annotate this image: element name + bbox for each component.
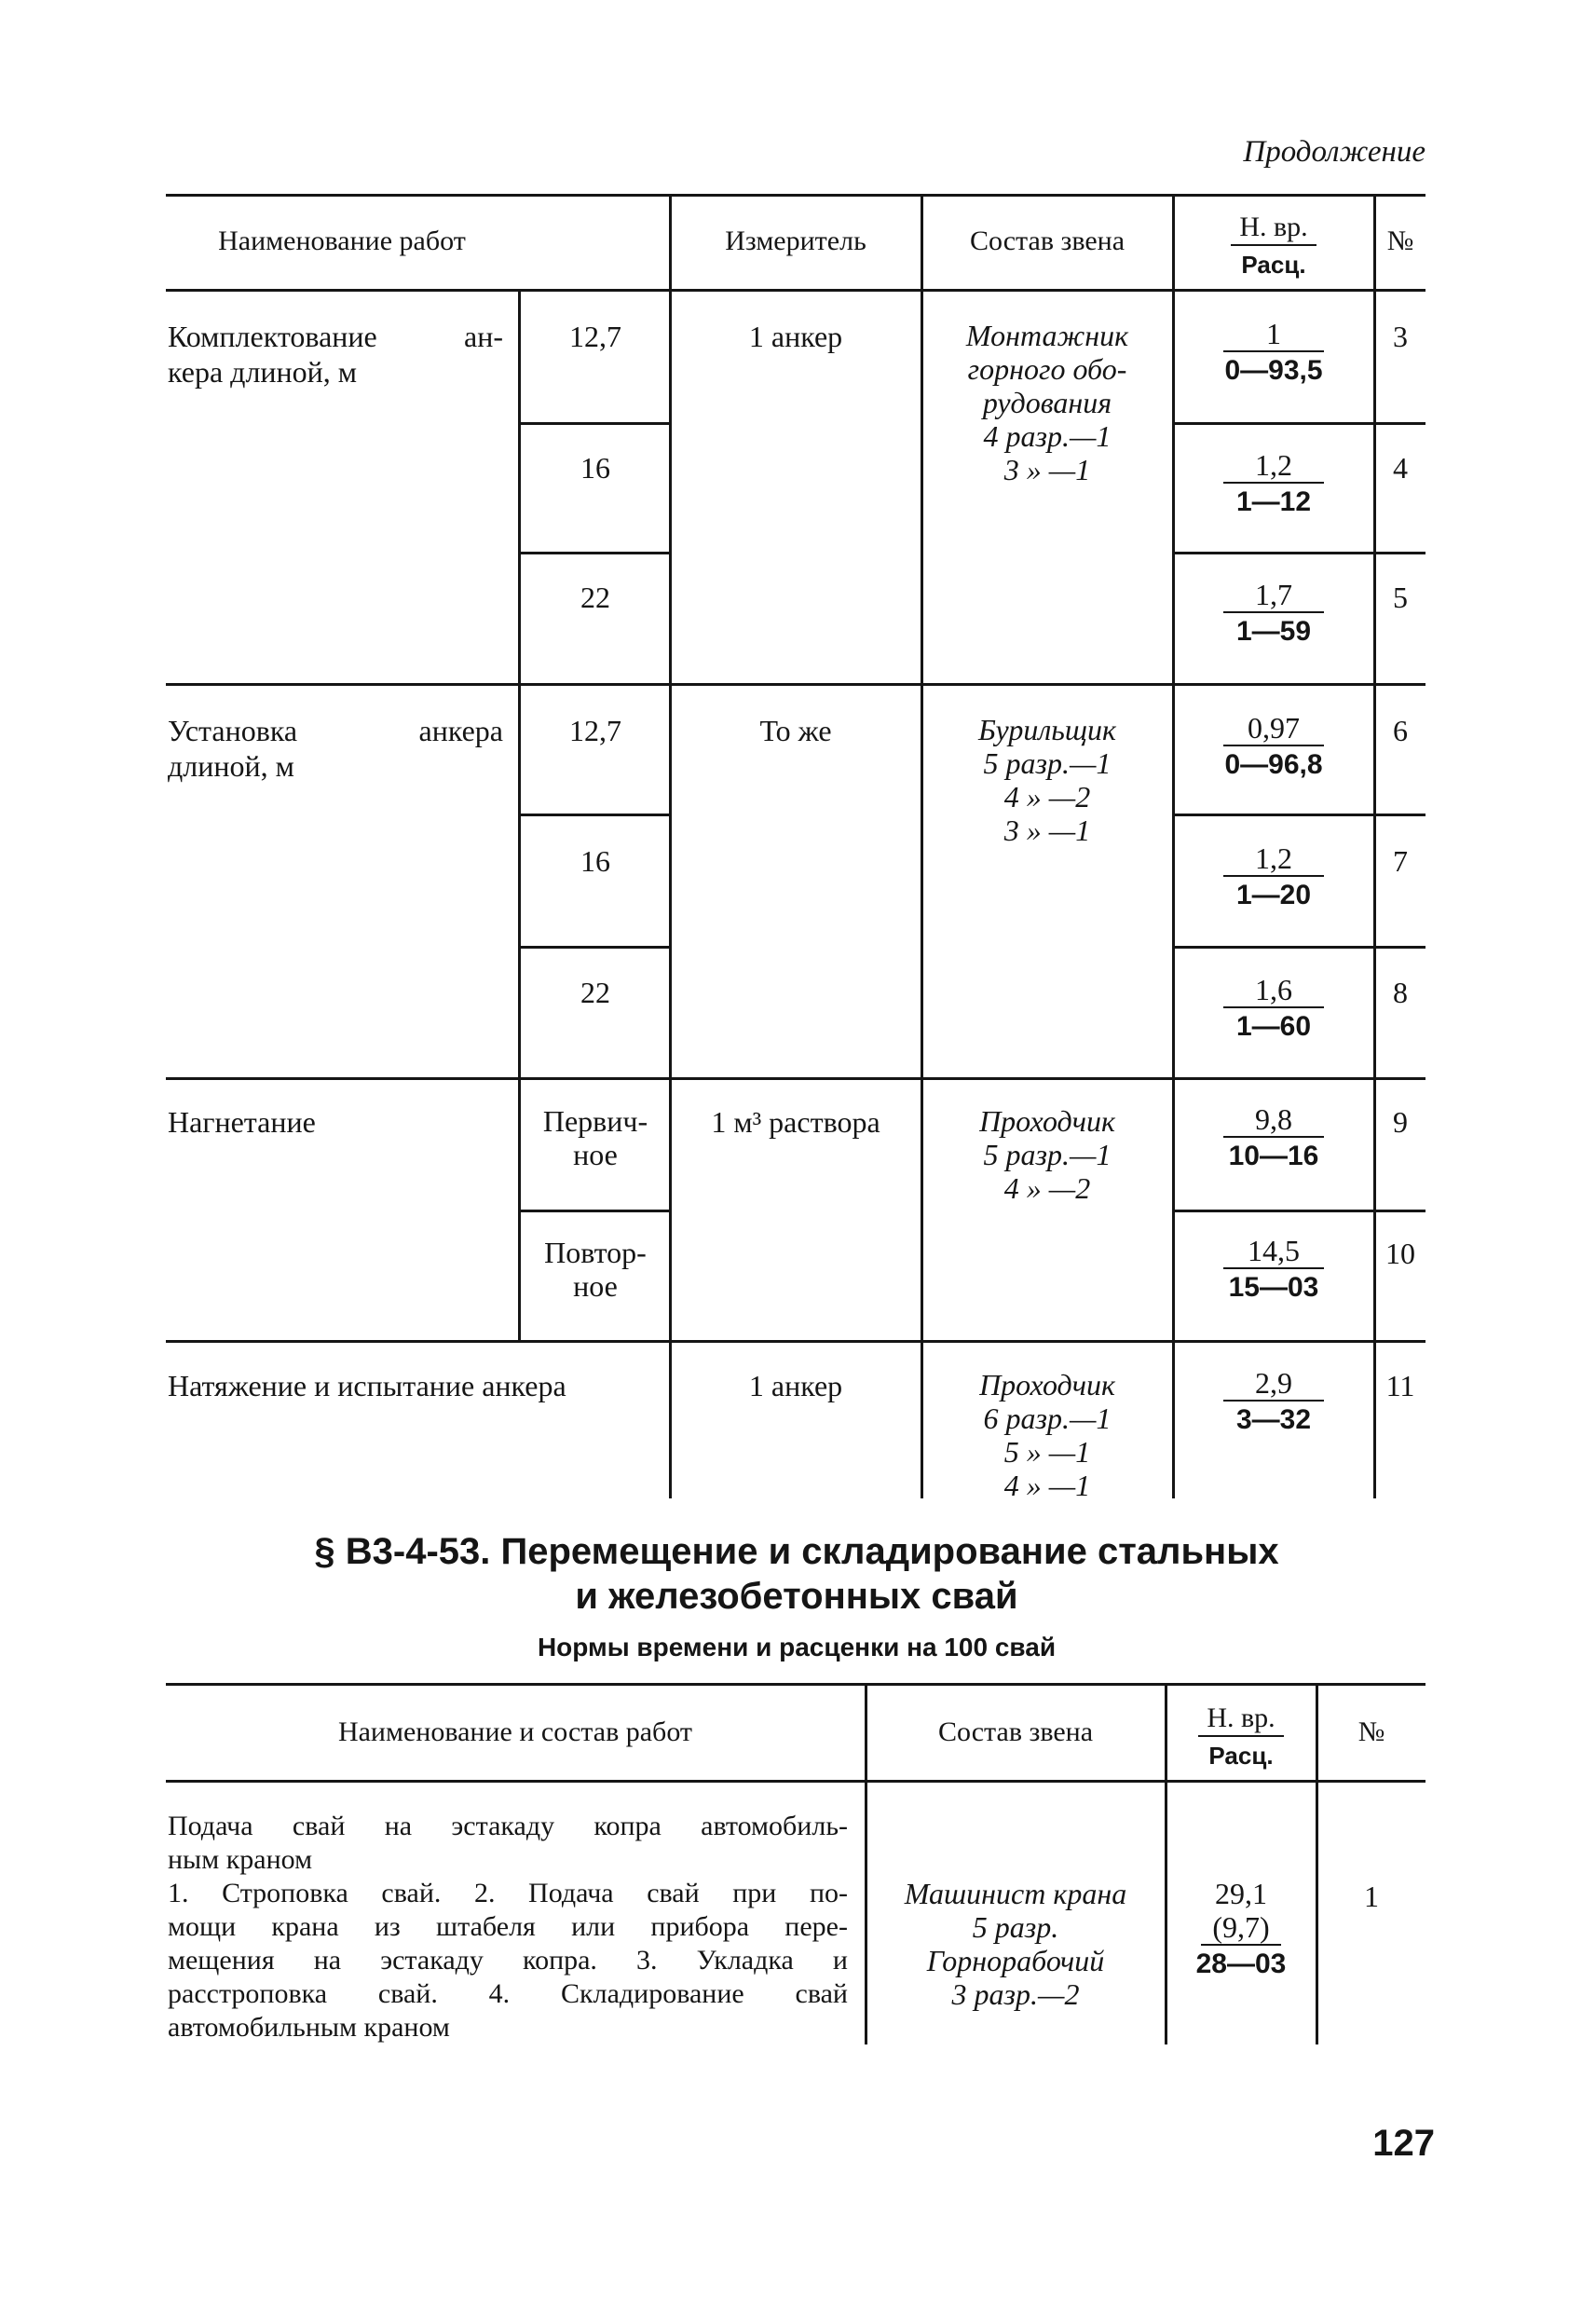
section-title-line1: § В3-4-53. Перемещение и складирование стальных: [314, 1531, 1279, 1572]
crew-cell: Проходчик 5 разр.—1 4 » —2: [979, 1104, 1115, 1205]
row-number: 3: [1393, 320, 1408, 353]
row-number: 1: [1364, 1880, 1379, 1913]
group-name: Натяжение и испытание анкера: [168, 1369, 566, 1402]
group-name: Нагнетание: [168, 1105, 316, 1139]
group-name: Комплектование ан- кера длиной, м: [168, 320, 503, 389]
unit-cell: То же: [759, 714, 832, 747]
row-number: 7: [1393, 844, 1408, 878]
norm-rate-fraction: 1,2 1—12: [1174, 448, 1373, 521]
norm-rate-fraction: 1,7 1—59: [1174, 578, 1373, 650]
header-number: №: [1357, 1716, 1385, 1747]
norm-rate-fraction: 2,9 3—32: [1174, 1366, 1373, 1439]
page-number: 127: [1372, 2123, 1435, 2164]
param-cell: Повтор- ное: [544, 1236, 647, 1303]
row-number: 5: [1393, 581, 1408, 614]
continuation-label: Продолжение: [1243, 135, 1425, 169]
norm-rate-fraction: 9,8 10—16: [1174, 1102, 1373, 1175]
norm-rate-fraction: 1,2 1—20: [1174, 841, 1373, 914]
norm-rate-fraction: 0,97 0—96,8: [1224, 711, 1323, 780]
unit-cell: 1 анкер: [748, 1369, 843, 1402]
param-cell: 16: [580, 844, 610, 878]
work-description: Подача свай на эстакаду копра автомобиль- ным краном 1. Строповка свай. 2. Подача свай при по- мощи крана из штабеля или прибора пере- мещения на эстакаду копра. 3. Укладка и расстроповка свай. 4. Складирование свай автомобильным краном: [168, 1811, 848, 2043]
row-number: 8: [1393, 976, 1408, 1009]
header-work-name: Наименование работ: [218, 226, 466, 256]
crew-cell: Проходчик 6 разр.—1 5 » —1 4 » —1: [979, 1368, 1115, 1502]
section-title-line2: и железобетонных свай: [575, 1576, 1018, 1617]
unit-cell: 1 анкер: [748, 320, 843, 353]
header-crew: Состав звена: [937, 1716, 1094, 1747]
param-cell: 22: [580, 976, 610, 1009]
group-name: Установка анкера длиной, м: [168, 714, 503, 783]
row-number: 11: [1385, 1369, 1415, 1402]
crew-cell: Бурильщик 5 разр.—1 4 » —2 3 » —1: [978, 713, 1116, 847]
header-crew: Состав звена: [969, 226, 1125, 256]
unit-cell: 1 м³ раствора: [711, 1105, 880, 1139]
header-norm: Н. вр. Расц.: [1174, 211, 1373, 283]
norm-rate-fraction: 1,6 1—60: [1174, 973, 1373, 1046]
header-number: №: [1386, 226, 1414, 256]
header-norm: Н. вр. Расц.: [1166, 1702, 1316, 1774]
param-cell: 22: [580, 581, 610, 614]
param-cell: 16: [580, 451, 610, 485]
norm-rate-fraction: 29,1 (9,7) 28—03: [1195, 1877, 1287, 1979]
row-number: 6: [1393, 714, 1408, 747]
section-subtitle: Нормы времени и расценки на 100 свай: [537, 1633, 1057, 1661]
crew-cell: Монтажник горного обо- рудования 4 разр.—1 3 » —1: [965, 319, 1129, 486]
norm-rate-fraction: 14,5 15—03: [1174, 1234, 1373, 1306]
param-cell: Первич- ное: [542, 1104, 648, 1171]
header-work-name: Наименование и состав работ: [337, 1716, 693, 1747]
row-number: 4: [1393, 451, 1408, 485]
row-number: 9: [1393, 1105, 1408, 1139]
norm-rate-fraction: 1 0—93,5: [1224, 317, 1323, 386]
crew-cell: Машинист крана 5 разр. Горнорабочий 3 разр.—2: [904, 1877, 1127, 2011]
row-number: 10: [1385, 1237, 1415, 1270]
param-cell: 12,7: [569, 320, 621, 353]
param-cell: 12,7: [569, 714, 621, 747]
header-unit: Измеритель: [725, 226, 866, 256]
